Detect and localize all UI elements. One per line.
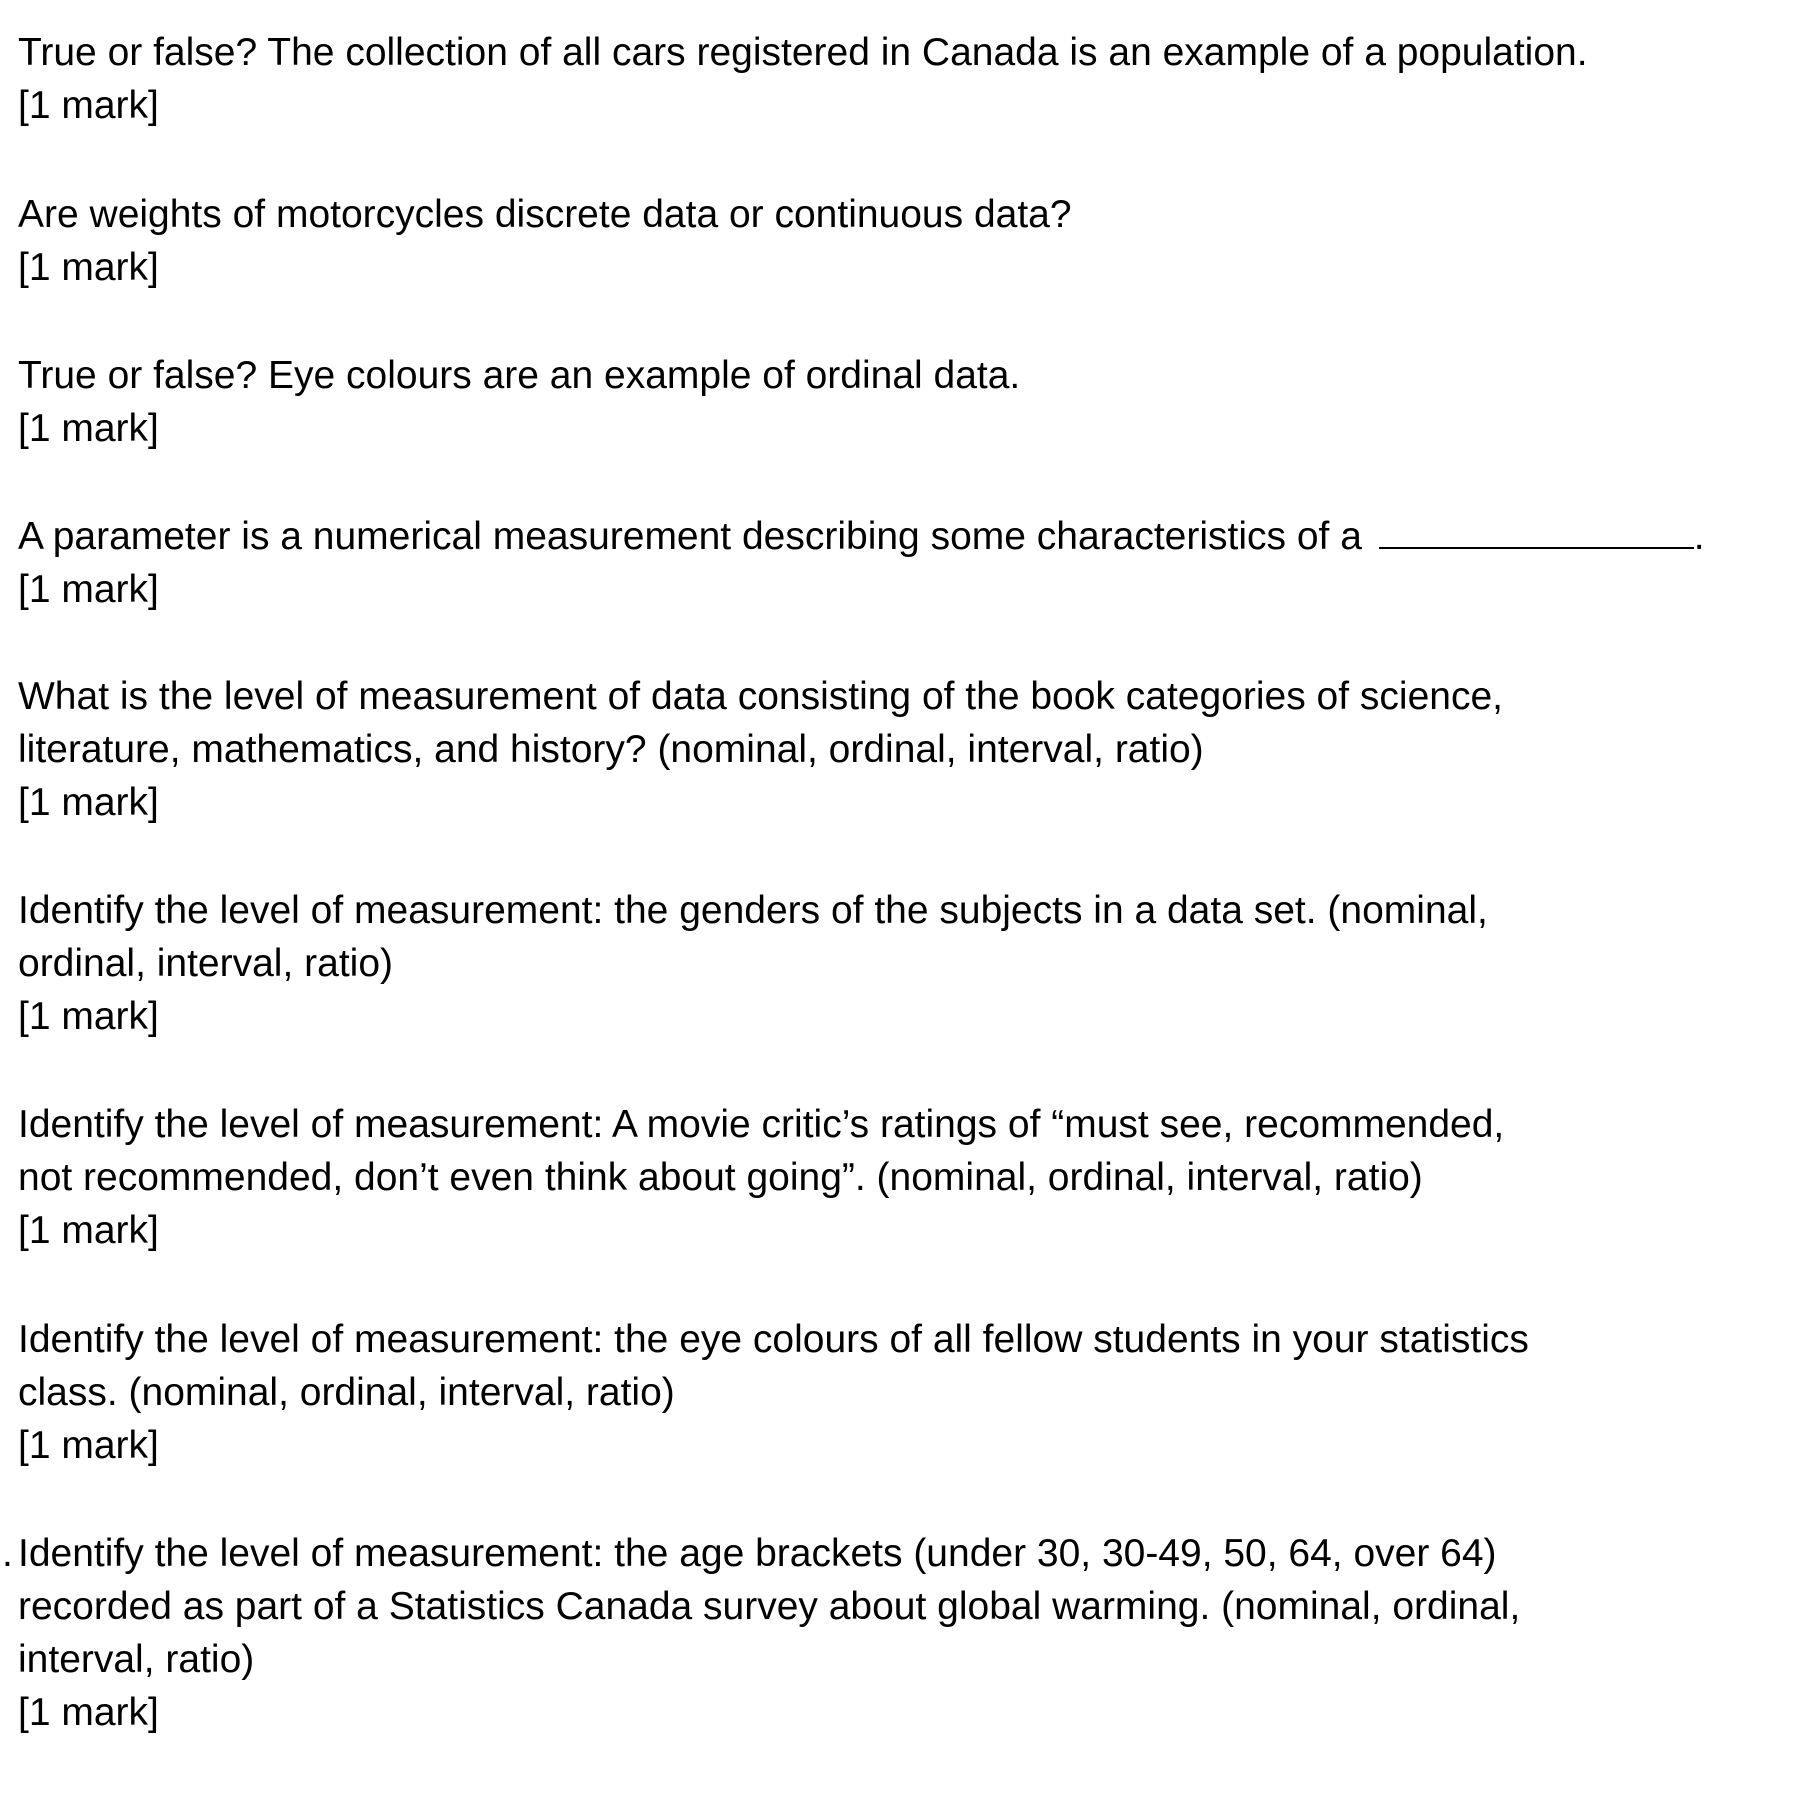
question-6 xyxy=(18,884,1718,1043)
question-mark: [1 mark] xyxy=(18,568,159,611)
question-text: True or false? Eye colours are an example of ordinal data. xyxy=(18,354,1021,397)
question-mark: [1 mark] xyxy=(18,781,159,824)
question-text-line-3: interval, ratio) xyxy=(18,1638,255,1681)
question-1 xyxy=(18,26,1718,132)
question-text-line-1: What is the level of measurement of data consisting of the book categories of science, xyxy=(18,675,1503,718)
question-text-line-1: Identify the level of measurement: the eye colours of all fellow students in your statistics xyxy=(18,1318,1529,1361)
question-mark: [1 mark] xyxy=(18,1209,159,1252)
question-mark: [1 mark] xyxy=(18,1424,159,1467)
question-5 xyxy=(18,670,1718,829)
question-mark: [1 mark] xyxy=(18,246,159,289)
question-text-line-2: literature, mathematics, and history? (nominal, ordinal, interval, ratio) xyxy=(18,728,1204,771)
question-text-line-1: Identify the level of measurement: the age brackets (under 30, 30-49, 50, 64, over 64) xyxy=(18,1532,1497,1575)
question-mark: [1 mark] xyxy=(18,995,159,1038)
answer-blank xyxy=(1379,511,1694,549)
question-text-line-2: class. (nominal, ordinal, interval, ratio) xyxy=(18,1371,675,1414)
question-text: Are weights of motorcycles discrete data or continuous data? xyxy=(18,193,1072,236)
question-text-line-1: Identify the level of measurement: the genders of the subjects in a data set. (nominal, xyxy=(18,889,1488,932)
question-text: A parameter is a numerical measurement describing some characteristics of a xyxy=(18,515,1362,558)
question-mark: [1 mark] xyxy=(18,84,159,127)
question-2 xyxy=(18,188,1718,294)
question-mark: [1 mark] xyxy=(18,407,159,450)
numbering-dot: . xyxy=(2,1532,13,1575)
question-text-line-2: ordinal, interval, ratio) xyxy=(18,942,393,985)
question-text-line-1: Identify the level of measurement: A movie critic’s ratings of “must see, recommended, xyxy=(18,1103,1505,1146)
question-7 xyxy=(18,1098,1718,1257)
question-text-line-2: recorded as part of a Statistics Canada survey about global warming. (nominal, ordinal, xyxy=(18,1585,1521,1628)
question-text-line-2: not recommended, don’t even think about going”. (nominal, ordinal, interval, ratio) xyxy=(18,1156,1423,1199)
question-9 xyxy=(18,1527,1718,1739)
question-mark: [1 mark] xyxy=(18,1691,159,1734)
question-text: True or false? The collection of all cars registered in Canada is an example of a population. xyxy=(18,31,1588,74)
question-8 xyxy=(18,1313,1718,1472)
question-3 xyxy=(18,349,1718,455)
blank-period: . xyxy=(1693,515,1705,558)
question-4 xyxy=(18,510,1718,616)
